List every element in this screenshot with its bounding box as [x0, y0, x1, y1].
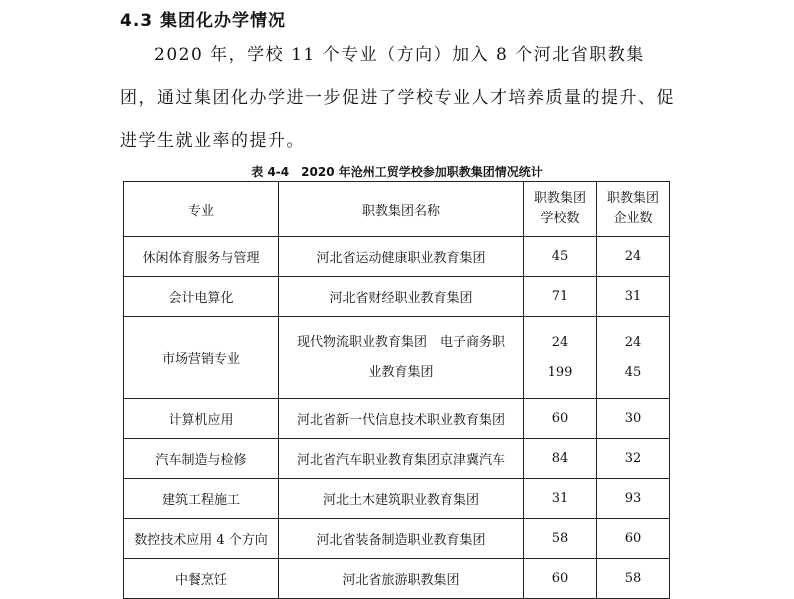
header-enterprise-count	[597, 182, 670, 237]
cell-group: 河北省新一代信息技术职业教育集团	[279, 399, 524, 439]
table-header-row	[124, 182, 670, 237]
cell-enterprises: 31	[597, 277, 670, 317]
cell-major: 数控技术应用 4 个方向	[124, 519, 279, 559]
cell-major: 计算机应用	[124, 399, 279, 439]
cell-major: 休闲体育服务与管理	[124, 237, 279, 277]
cell-schools: 31	[524, 479, 597, 519]
cell-schools: 45	[524, 237, 597, 277]
cell-enterprises: 58	[597, 559, 670, 599]
cell-enterprises-line2: 45	[624, 364, 642, 380]
cell-schools-line2: 199	[547, 364, 573, 380]
cell-schools: 58	[524, 519, 597, 559]
cell-major: 中餐烹饪	[124, 559, 279, 599]
header-school-count-line2: 学校数	[540, 211, 580, 226]
cell-major: 汽车制造与检修	[124, 439, 279, 479]
cell-group: 河北土木建筑职业教育集团	[279, 479, 524, 519]
section-heading: 4.3 集团化办学情况	[120, 11, 287, 31]
cell-schools: 60	[524, 399, 597, 439]
cell-enterprises: 93	[597, 479, 670, 519]
table-row	[124, 519, 670, 559]
cell-group	[279, 317, 524, 399]
cell-major: 市场营销专业	[124, 317, 279, 399]
header-school-count	[524, 182, 597, 237]
cell-group-line1: 现代物流职业教育集团 电子商务职	[296, 334, 505, 350]
cell-group: 河北省旅游职教集团	[279, 559, 524, 599]
cell-schools: 71	[524, 277, 597, 317]
cell-group: 河北省运动健康职业教育集团	[279, 237, 524, 277]
cell-enterprises: 30	[597, 399, 670, 439]
table-row	[124, 439, 670, 479]
vocational-group-table	[123, 181, 670, 599]
header-enterprise-count-line1: 职教集团	[606, 191, 659, 206]
cell-schools	[524, 317, 597, 399]
header-group-name: 职教集团名称	[279, 182, 524, 237]
cell-schools: 60	[524, 559, 597, 599]
body-paragraph: 2020 年，学校 11 个专业（方向）加入 8 个河北省职教集团，通过集团化办学进一步促进了学校专业人才培养质量的提升、促进学生就业率的提升。	[120, 45, 675, 151]
cell-major: 建筑工程施工	[124, 479, 279, 519]
table-row	[124, 559, 670, 599]
header-major: 专业	[124, 182, 279, 237]
cell-major: 会计电算化	[124, 277, 279, 317]
table-row	[124, 237, 670, 277]
cell-enterprises: 24	[597, 237, 670, 277]
cell-group: 河北省财经职业教育集团	[279, 277, 524, 317]
cell-schools: 84	[524, 439, 597, 479]
cell-group: 河北省装备制造职业教育集团	[279, 519, 524, 559]
cell-schools-line1: 24	[551, 334, 569, 350]
table-row	[124, 277, 670, 317]
cell-enterprises: 60	[597, 519, 670, 559]
cell-group-line2: 业教育集团	[368, 364, 434, 380]
cell-enterprises	[597, 317, 670, 399]
table-row	[124, 479, 670, 519]
cell-enterprises-line1: 24	[624, 334, 642, 350]
table-row	[124, 399, 670, 439]
header-enterprise-count-line2: 企业数	[613, 211, 653, 226]
cell-enterprises: 32	[597, 439, 670, 479]
table-row	[124, 317, 670, 399]
header-school-count-line1: 职教集团	[533, 191, 586, 206]
cell-group: 河北省汽车职业教育集团京津冀汽车	[279, 439, 524, 479]
table-caption: 表 4-4 2020 年沧州工贸学校参加职教集团情况统计	[251, 165, 543, 179]
